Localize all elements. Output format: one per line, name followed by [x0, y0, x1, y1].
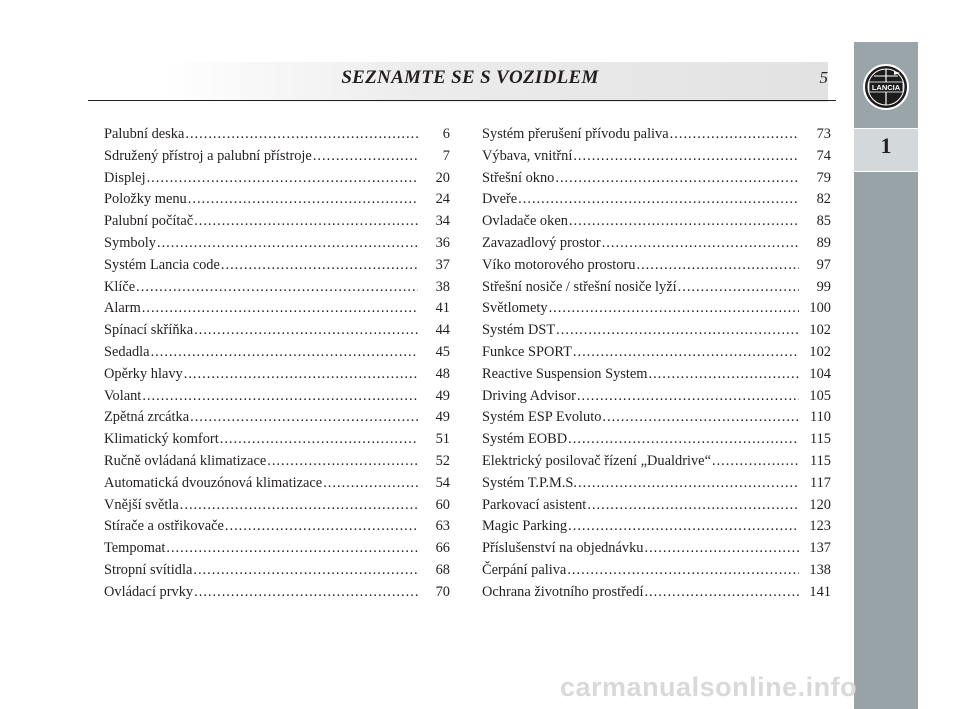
toc-entry[interactable] [104, 255, 450, 277]
toc-entry[interactable] [482, 255, 831, 277]
toc-leader-dots [166, 538, 418, 560]
toc-entry-page: 52 [435, 452, 450, 469]
toc-entry[interactable] [482, 146, 831, 168]
toc-leader-dots [644, 538, 799, 560]
toc-entry-label: Sdružený přístroj a palubní přístroje [104, 147, 312, 164]
toc-leader-dots [323, 473, 418, 495]
toc-entry-page: 24 [435, 191, 450, 208]
toc-entry[interactable] [104, 451, 450, 473]
toc-entry-label: Čerpání paliva [482, 561, 567, 578]
toc-entry[interactable] [104, 168, 450, 190]
toc-entry[interactable] [104, 560, 450, 582]
toc-entry-label: Ručně ovládaná klimatizace [104, 452, 267, 469]
lancia-logo-icon [854, 42, 918, 128]
toc-entry[interactable] [482, 277, 831, 299]
toc-leader-dots [602, 407, 799, 429]
toc-entry-label: Spínací skříňka [104, 322, 194, 339]
toc-entry[interactable] [104, 407, 450, 429]
toc-entry[interactable] [104, 233, 450, 255]
toc-left-column [104, 124, 450, 604]
toc-entry-label: Stírače a ostřikovače [104, 518, 224, 535]
toc-entry-label: Zpětná zrcátka [104, 409, 190, 426]
toc-entry-page: 115 [809, 452, 831, 469]
toc-entry-label: Klíče [104, 278, 136, 295]
toc-entry-label: Funkce SPORT [482, 343, 572, 360]
toc-entry[interactable] [482, 364, 831, 386]
toc-entry-page: 85 [816, 213, 831, 230]
toc-entry-page: 60 [435, 496, 450, 513]
logo-text: LANCIA [871, 83, 901, 92]
toc-entry-page: 74 [816, 147, 831, 164]
toc-entry[interactable] [482, 386, 831, 408]
toc-entry-page: 137 [809, 540, 831, 557]
toc-entry-page: 138 [809, 561, 831, 578]
toc-leader-dots [221, 255, 418, 277]
toc-leader-dots [577, 386, 799, 408]
toc-leader-dots [147, 168, 418, 190]
toc-entry[interactable] [104, 582, 450, 604]
toc-leader-dots [194, 320, 418, 342]
toc-entry-label: Ovládací prvky [104, 583, 194, 600]
toc-entry-page: 123 [809, 518, 831, 535]
toc-leader-dots [549, 298, 799, 320]
toc-leader-dots [636, 255, 799, 277]
toc-entry-page: 104 [809, 365, 831, 382]
toc-entry-label: Příslušenství na objednávku [482, 540, 644, 557]
toc-entry-label: Driving Advisor [482, 387, 576, 404]
toc-entry-label: Displej [104, 169, 146, 186]
toc-leader-dots [190, 407, 418, 429]
header-rule [88, 100, 836, 101]
toc-entry-label: Ovladače oken [482, 213, 568, 230]
toc-entry[interactable] [482, 189, 831, 211]
toc-entry-page: 79 [816, 169, 831, 186]
toc-entry-page: 70 [435, 583, 450, 600]
toc-leader-dots [602, 233, 799, 255]
toc-entry[interactable] [104, 342, 450, 364]
toc-entry[interactable] [482, 342, 831, 364]
toc-entry-label: Automatická dvouzónová klimatizace [104, 474, 323, 491]
toc-entry-page: 102 [809, 343, 831, 360]
toc-entry-page: 49 [435, 409, 450, 426]
toc-entry-page: 63 [435, 518, 450, 535]
toc-leader-dots [678, 277, 799, 299]
toc-entry-page: 49 [435, 387, 450, 404]
toc-leader-dots [220, 429, 418, 451]
toc-entry-label: Elektrický posilovač řízení „Dualdrive“ [482, 452, 711, 469]
toc-entry-page: 6 [442, 126, 450, 142]
toc-entry-page: 34 [435, 213, 450, 230]
toc-leader-dots [573, 342, 799, 364]
toc-leader-dots [185, 124, 418, 146]
page-title: SEZNAMTE SE S VOZIDLEM [341, 67, 599, 88]
toc-entry-label: Symboly [104, 234, 156, 251]
toc-entry-page: 48 [435, 365, 450, 382]
toc-entry[interactable] [104, 495, 450, 517]
toc-entry-page: 68 [435, 561, 450, 578]
toc-entry[interactable] [482, 495, 831, 517]
toc-entry-page: 66 [435, 540, 450, 557]
toc-entry[interactable] [482, 124, 831, 146]
toc-leader-dots [518, 189, 799, 211]
toc-entry-page: 117 [809, 474, 831, 491]
toc-entry-label: Systém přerušení přívodu paliva [482, 126, 669, 142]
toc-entry[interactable] [104, 320, 450, 342]
toc-entry-label: Systém DST [482, 322, 556, 339]
watermark: carmanualsonline.info [560, 672, 858, 702]
toc-entry[interactable] [482, 538, 831, 560]
toc-entry-label: Palubní deska [104, 126, 185, 142]
toc-leader-dots [568, 429, 799, 451]
toc-entry-page: 51 [435, 431, 450, 448]
toc-entry[interactable] [482, 298, 831, 320]
toc-entry[interactable] [104, 473, 450, 495]
toc-leader-dots [644, 582, 799, 604]
toc-leader-dots [648, 364, 799, 386]
toc-entry-label: Parkovací asistent [482, 496, 587, 513]
toc-entry[interactable] [104, 429, 450, 451]
toc-entry-page: 45 [435, 343, 450, 360]
toc-entry-label: Volant [104, 387, 142, 404]
toc-entry-label: Světlomety [482, 300, 548, 317]
toc-entry-label: Výbava, vnitřní [482, 147, 573, 164]
chapter-number: 1 [880, 133, 892, 158]
toc-entry-page: 110 [809, 409, 831, 426]
toc-leader-dots [142, 298, 418, 320]
toc-leader-dots [136, 277, 418, 299]
toc-entry-label: Dveře [482, 191, 518, 208]
toc-entry[interactable] [104, 538, 450, 560]
toc-entry-label: Položky menu [104, 191, 187, 208]
toc-entry[interactable] [104, 364, 450, 386]
toc-entry-page: 44 [435, 322, 450, 339]
toc-entry[interactable] [482, 429, 831, 451]
toc-entry-page: 38 [435, 278, 450, 295]
toc-entry-page: 54 [435, 474, 450, 491]
toc-leader-dots [578, 473, 799, 495]
toc-entry[interactable] [104, 189, 450, 211]
toc-leader-dots [180, 495, 418, 517]
toc-entry[interactable] [482, 407, 831, 429]
toc-entry[interactable] [104, 146, 450, 168]
toc-entry[interactable] [104, 277, 450, 299]
toc-entry-label: Střešní nosiče / střešní nosiče lyží [482, 278, 677, 295]
toc-leader-dots [194, 211, 418, 233]
toc-entry[interactable] [104, 124, 450, 146]
page-number: 5 [819, 68, 828, 87]
toc-entry-label: Systém T.P.M.S. [482, 474, 578, 491]
toc-entry-label: Zavazadlový prostor [482, 234, 601, 251]
toc-entry-label: Opěrky hlavy [104, 365, 183, 382]
toc-entry-page: 89 [816, 234, 831, 251]
toc-entry-page: 99 [816, 278, 831, 295]
toc-entry[interactable] [104, 211, 450, 233]
toc-leader-dots [188, 189, 418, 211]
toc-leader-dots [587, 495, 799, 517]
toc-entry[interactable] [482, 211, 831, 233]
toc-leader-dots [151, 342, 418, 364]
toc-entry-page: 82 [816, 191, 831, 208]
toc-entry-page: 41 [435, 300, 450, 317]
toc-entry[interactable] [482, 560, 831, 582]
toc-leader-dots [225, 516, 418, 538]
toc-leader-dots [184, 364, 418, 386]
toc-entry[interactable] [482, 582, 831, 604]
toc-entry-label: Sedadla [104, 343, 150, 360]
toc-entry-label: Systém Lancia code [104, 256, 220, 273]
toc-leader-dots [313, 146, 418, 168]
toc-entry-label: Systém ESP Evoluto [482, 409, 602, 426]
toc-entry-label: Magic Parking [482, 518, 568, 535]
toc-entry-label: Klimatický komfort [104, 431, 219, 448]
toc-entry-page: 141 [809, 583, 831, 600]
toc-leader-dots [267, 451, 418, 473]
toc-entry[interactable] [482, 451, 831, 473]
toc-leader-dots [670, 124, 799, 146]
toc-entry-label: Střešní okno [482, 169, 555, 186]
toc-entry-page: 120 [809, 496, 831, 513]
toc-entry[interactable] [104, 386, 450, 408]
toc-entry-label: Ochrana životního prostředí [482, 583, 644, 600]
toc-leader-dots [567, 560, 799, 582]
toc-entry-page: 7 [442, 147, 450, 164]
toc-entry-page: 115 [809, 431, 831, 448]
toc-leader-dots [157, 233, 418, 255]
toc-entry[interactable] [482, 320, 831, 342]
toc-entry-label: Tempomat [104, 540, 166, 557]
toc-entry-page: 36 [435, 234, 450, 251]
toc-entry-page: 102 [809, 322, 831, 339]
toc-entry-label: Systém EOBD [482, 431, 568, 448]
toc-leader-dots [573, 146, 799, 168]
toc-entry-page: 97 [816, 256, 831, 273]
toc-entry-label: Palubní počítač [104, 213, 194, 230]
toc-entry-label: Reactive Suspension System [482, 365, 648, 382]
toc-leader-dots [555, 168, 799, 190]
toc-leader-dots [194, 582, 418, 604]
toc-leader-dots [569, 211, 799, 233]
toc-right-column [482, 124, 831, 604]
toc-entry-page: 105 [809, 387, 831, 404]
toc-entry[interactable] [104, 516, 450, 538]
toc-entry-label: Víko motorového prostoru [482, 256, 636, 273]
logo-area [854, 42, 918, 128]
toc-entry[interactable] [104, 298, 450, 320]
toc-leader-dots [556, 320, 799, 342]
toc-entry[interactable] [482, 473, 831, 495]
toc-entry-page: 73 [816, 126, 831, 142]
toc-leader-dots [142, 386, 418, 408]
toc-entry-label: Alarm [104, 300, 141, 317]
toc-entry[interactable] [482, 516, 831, 538]
toc-leader-dots [193, 560, 418, 582]
toc-leader-dots [712, 451, 799, 473]
toc-entry-page: 100 [809, 300, 831, 317]
toc-entry-page: 20 [435, 169, 450, 186]
toc-leader-dots [568, 516, 799, 538]
toc-entry[interactable] [482, 168, 831, 190]
toc-entry-label: Vnější světla [104, 496, 179, 513]
toc-entry-page: 37 [435, 256, 450, 273]
toc-entry-label: Stropní svítidla [104, 561, 193, 578]
toc-entry[interactable] [482, 233, 831, 255]
